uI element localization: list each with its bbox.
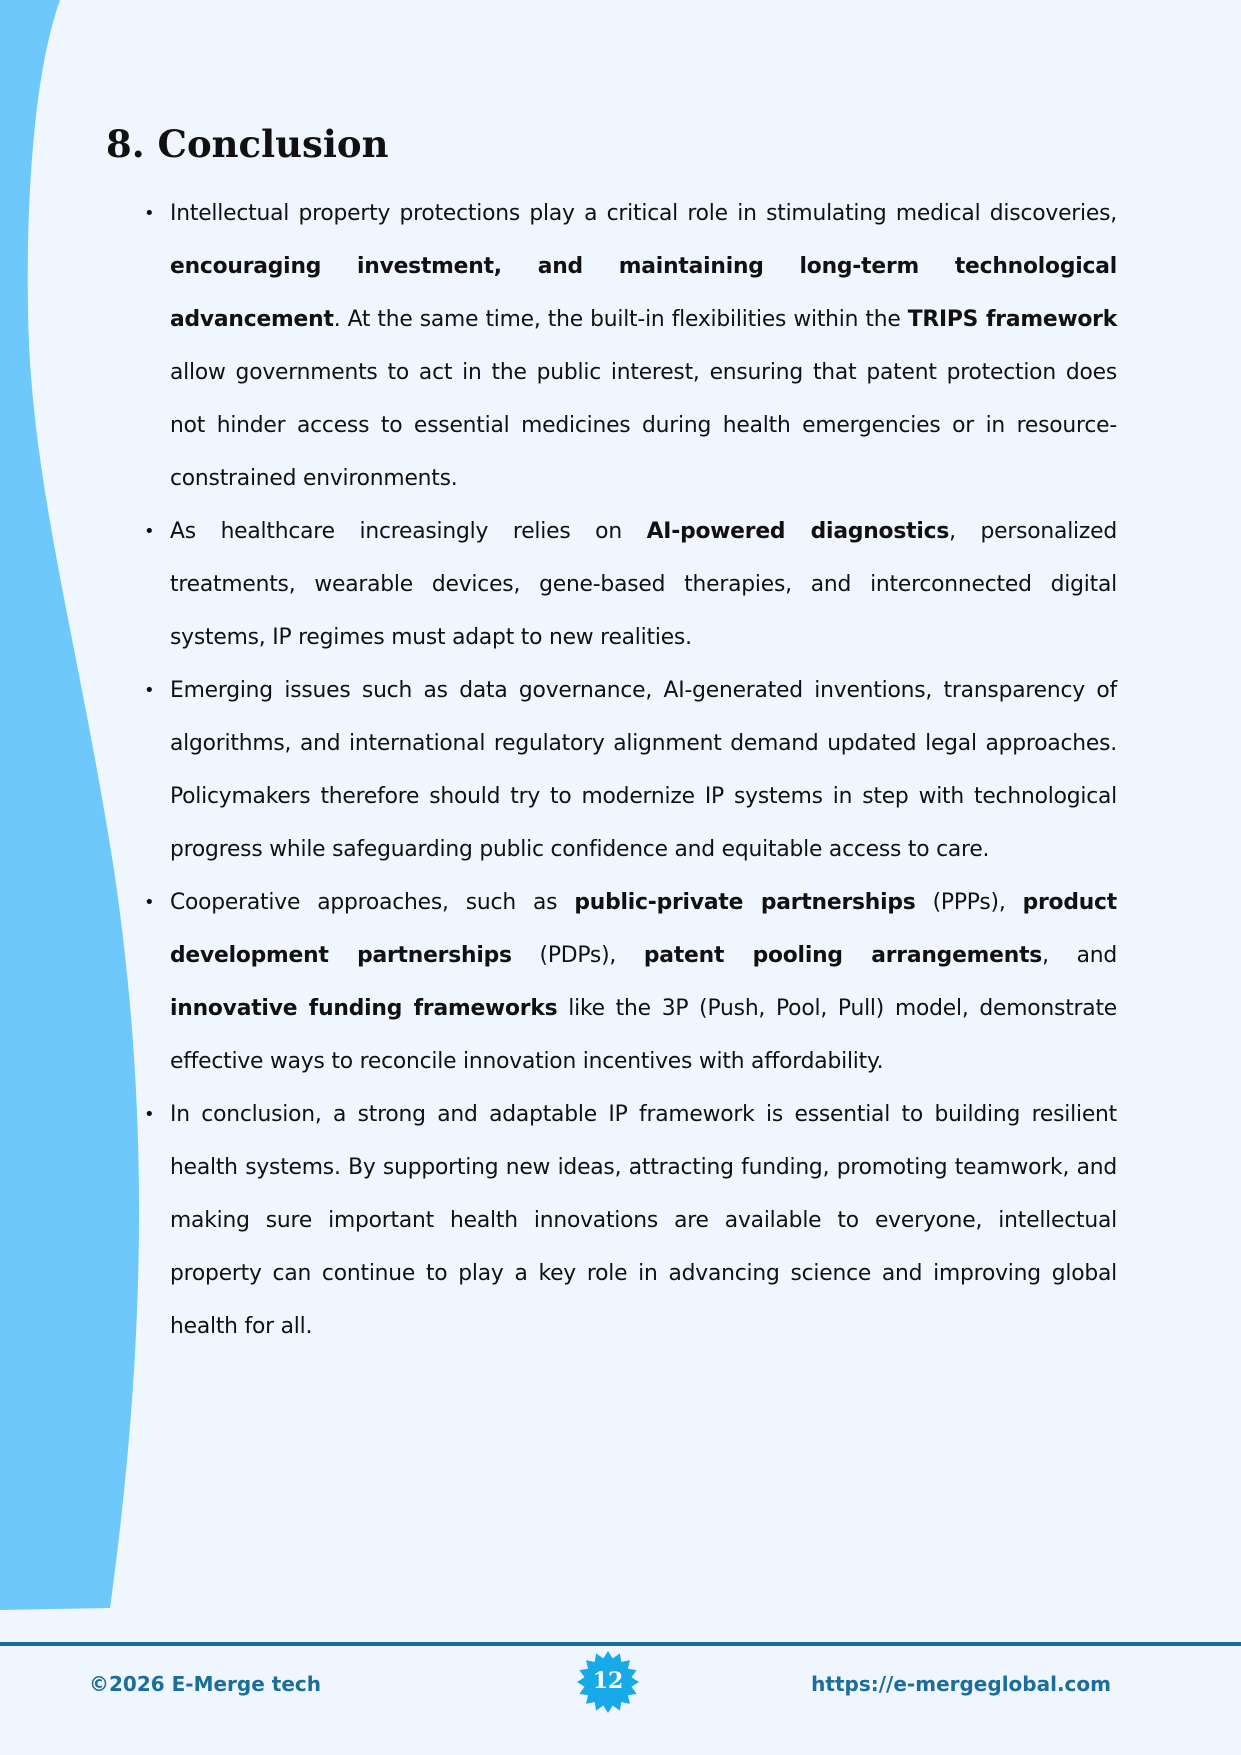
footer-copyright: ©2026 E-Merge tech bbox=[89, 1672, 321, 1696]
list-item: • Cooperative approaches, such as public-private partnerships (PPPs), product development partnerships (PDPs), patent pooling arrangements, and innovative funding frameworks like the 3P (Push, Pool, Pull) model, demonstrate effective ways to reconcile innovation incentives with affordability. bbox=[170, 876, 1117, 1088]
page-number: 12 bbox=[592, 1668, 624, 1694]
list-item: • Emerging issues such as data governance, AI-generated inventions, transparency of algorithms, and international regulatory alignment demand updated legal approaches. Policymakers therefore should try to modernize IP systems in step with technological progress while safeguarding public confidence and equitable access to care. bbox=[170, 664, 1117, 876]
footer-divider bbox=[0, 1642, 1241, 1646]
bold-phrase: encouraging investment, and maintaining long-term technological advancement bbox=[170, 254, 1117, 332]
bold-phrase: innovative funding frameworks bbox=[170, 996, 558, 1021]
bold-phrase: product development partnerships bbox=[170, 890, 1117, 968]
conclusion-bullet-list bbox=[170, 187, 1117, 1353]
bold-phrase: AI-powered diagnostics bbox=[646, 519, 950, 544]
section-heading: 8. Conclusion bbox=[106, 122, 389, 166]
bold-phrase: public-private partnerships bbox=[574, 890, 916, 915]
page-number-badge bbox=[576, 1651, 640, 1715]
side-wave-shape bbox=[0, 0, 139, 1610]
bold-phrase: TRIPS framework bbox=[907, 307, 1117, 332]
footer-website-link[interactable]: https://e-mergeglobal.com bbox=[811, 1672, 1111, 1696]
bold-phrase: patent pooling arrangements bbox=[643, 943, 1043, 968]
list-item: • As healthcare increasingly relies on AI-powered diagnostics, personalized treatments, wearable devices, gene-based therapies, and interconnected digital systems, IP regimes must adapt to new realities. bbox=[170, 505, 1117, 664]
list-item: • In conclusion, a strong and adaptable IP framework is essential to building resilient health systems. By supporting new ideas, attracting funding, promoting teamwork, and making sure important health innovations are available to everyone, intellectual property can continue to play a key role in advancing science and improving global health for all. bbox=[170, 1088, 1117, 1353]
list-item: • Intellectual property protections play a critical role in stimulating medical discoveries, encouraging investment, and maintaining long-term technological advancement. At the same time, the built-in flexibilities within the TRIPS framework allow governments to act in the public interest, ensuring that patent protection does not hinder access to essential medicines during health emergencies or in resource-constrained environments. bbox=[170, 187, 1117, 505]
